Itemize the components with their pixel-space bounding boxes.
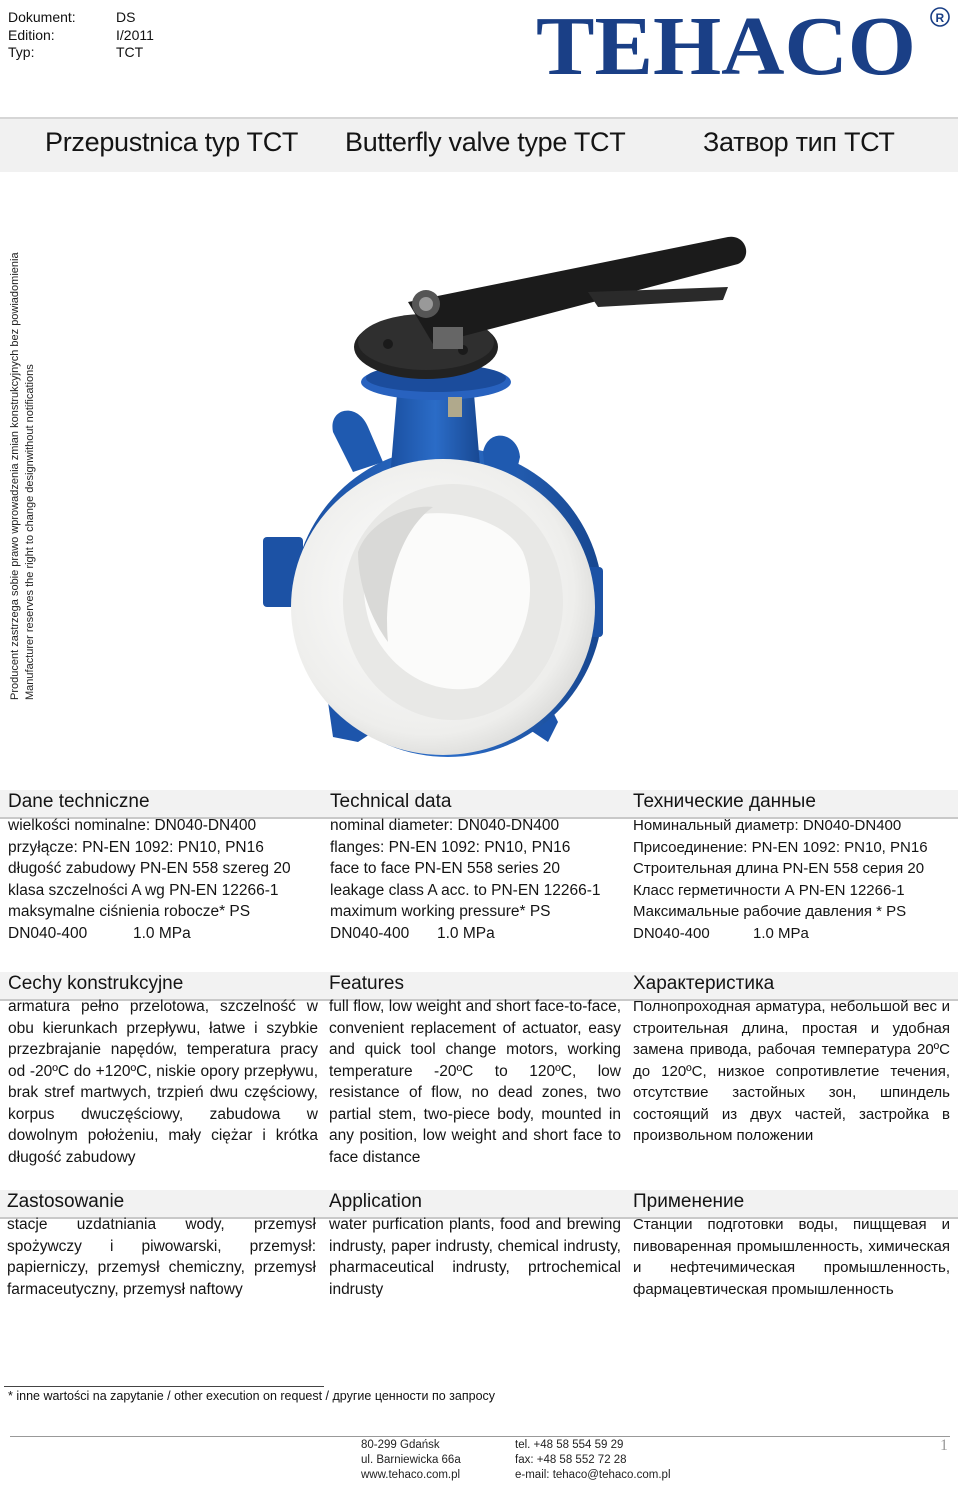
section-heading: Application [329, 1191, 422, 1212]
notice-en: Manufacturer reserves the right to change designwithout notifications [24, 364, 36, 700]
section-heading: Применение [633, 1191, 745, 1212]
features-en [329, 972, 621, 1168]
spec-line: leakage class A acc. to PN-EN 12266-1 [330, 881, 601, 899]
section-heading: Dane techniczne [8, 791, 150, 812]
pressure-value: 1.0 MPa [753, 924, 809, 942]
svg-text:R: R [935, 11, 945, 25]
meta-key: Edition: [8, 26, 55, 43]
meta-key: Typ: [8, 44, 35, 60]
section-heading: Features [329, 973, 404, 994]
website-link[interactable]: www.tehaco.com.pl [361, 1469, 461, 1481]
spec-line: klasa szczelności A wg PN-EN 12266-1 [8, 881, 279, 899]
footer-contact [515, 1438, 671, 1483]
title-en: Butterfly valve type TCT [345, 127, 626, 157]
email-link[interactable]: e-mail: tehaco@tehaco.com.pl [515, 1469, 671, 1481]
spec-line: Строительная длина PN-EN 558 серия 20 [633, 860, 925, 877]
change-notice [8, 252, 38, 700]
spec-line: Присоединение: PN-EN 1092: PN10, PN16 [633, 838, 928, 856]
size-range: DN040-400 [8, 924, 88, 942]
features-text: armatura pełno przelotowa, szczelność w obu kierunkach przepływu, łatwe i szybkie przezbrajanie napędów, temperatura pracy od -20ºC do +120ºC, niskie opory przepływu, brak stref martwych, trzpień dwu częściowy, korpus dwuczęściowy, zabudowa w dowolnym położeniu, mały ciężar i krótka długość zabudowy [8, 998, 318, 1166]
features-text: full flow, low weight and short face-to-face, convenient replacement of actuator, easy and quick tool change motors, working temperature -20ºC to 120ºC, low resistance of flow, no dead zones, two partial stem, two-piece body, mounted in any position, low weight and short face to face distance [329, 998, 621, 1166]
spec-line: maximum working pressure* PS [330, 903, 551, 920]
footer-rule [10, 1436, 950, 1437]
meta-value: TCT [116, 44, 144, 60]
phone: tel. +48 58 554 59 29 [515, 1439, 624, 1451]
meta-value: DS [116, 9, 136, 25]
spec-line: flanges: PN-EN 1092: PN10, PN16 [330, 838, 571, 856]
application-text: water purfication plants, food and brewing indrusty, paper indrusty, chemical indrusty, pharmaceutical indrusty, prtrochemical indrusty [329, 1216, 621, 1298]
address-line: 80-299 Gdańsk [361, 1439, 440, 1451]
page-number: 1 [940, 1437, 948, 1454]
application-en [329, 1190, 621, 1300]
pressure-value: 1.0 MPa [133, 924, 191, 942]
footnote-rule [4, 1386, 324, 1387]
title-ru: Затвор тип ТСТ [703, 127, 895, 157]
spec-line: długość zabudowy PN-EN 558 szereg 20 [8, 860, 291, 877]
section-heading: Характеристика [633, 973, 775, 994]
features-pl [8, 972, 318, 1168]
technical-ru [633, 790, 955, 944]
technical-en [330, 790, 642, 944]
footnote: * inne wartości na zapytanie / other execution on request / другие ценности по запросу [8, 1389, 496, 1403]
spec-line: face to face PN-EN 558 series 20 [330, 860, 561, 877]
section-heading: Zastosowanie [7, 1191, 125, 1212]
spec-line: Максимальные рабочие давления * PS [633, 903, 907, 920]
section-heading: Technical data [330, 791, 452, 812]
logo-text: TEHACO [536, 2, 916, 82]
size-range: DN040-400 [330, 924, 410, 942]
tehaco-logo [536, 2, 956, 82]
spec-line: przyłącze: PN-EN 1092: PN10, PN16 [8, 838, 264, 856]
size-range: DN040-400 [633, 924, 710, 942]
meta-key: Dokument: [8, 9, 76, 25]
application-ru [633, 1190, 950, 1300]
spec-line: Класс герметичности А PN-EN 12266-1 [633, 881, 905, 899]
application-text: Станции подготовки воды, пищщевая и пивоваренная промышленность, химическая и нефтечимическая промышленность, фармацевтическая промышленность [633, 1216, 950, 1298]
technical-pl [8, 790, 320, 944]
fax: fax: +48 58 552 72 28 [515, 1454, 627, 1466]
meta-value: I/2011 [116, 26, 154, 43]
pressure-value: 1.0 MPa [437, 924, 495, 942]
spec-line: wielkości nominalne: DN040-DN400 [8, 817, 257, 834]
application-pl [7, 1190, 316, 1300]
features-text: Полнопроходная арматура, небольшой вес и строительная длина, простая и удобная замена привода, рабочая температура 20ºC до 120ºC, низкое сопротивлетие течения, отсутствие застойных зон, шпиндель состоящий из двух частей, застройка в произвольном положении [633, 998, 950, 1144]
spec-line: maksymalne ciśnienia robocze* PS [8, 903, 251, 920]
notice-pl: Producent zastrzega sobie prawo wprowadzenia zmian konstrukcyjnych bez powiadomienia [9, 252, 21, 700]
footer-address [361, 1438, 461, 1483]
section-heading: Технические данные [633, 791, 816, 812]
features-ru [633, 972, 950, 1147]
address-line: ul. Barniewicka 66a [361, 1454, 461, 1466]
section-heading: Cechy konstrukcyjne [8, 973, 184, 994]
document-meta [8, 9, 154, 62]
spec-line: nominal diameter: DN040-DN400 [330, 817, 560, 834]
title-pl: Przepustnica typ TCT [45, 127, 299, 157]
butterfly-valve-image [258, 232, 758, 777]
application-text: stacje uzdatniania wody, przemysł spożywczy i piwowarski, przemysł: papierniczy, przemysł chemiczny, przemysł farmaceutyczny, przemysł naftowy [7, 1216, 316, 1298]
spec-line: Номинальный диаметр: DN040-DN400 [633, 817, 902, 834]
